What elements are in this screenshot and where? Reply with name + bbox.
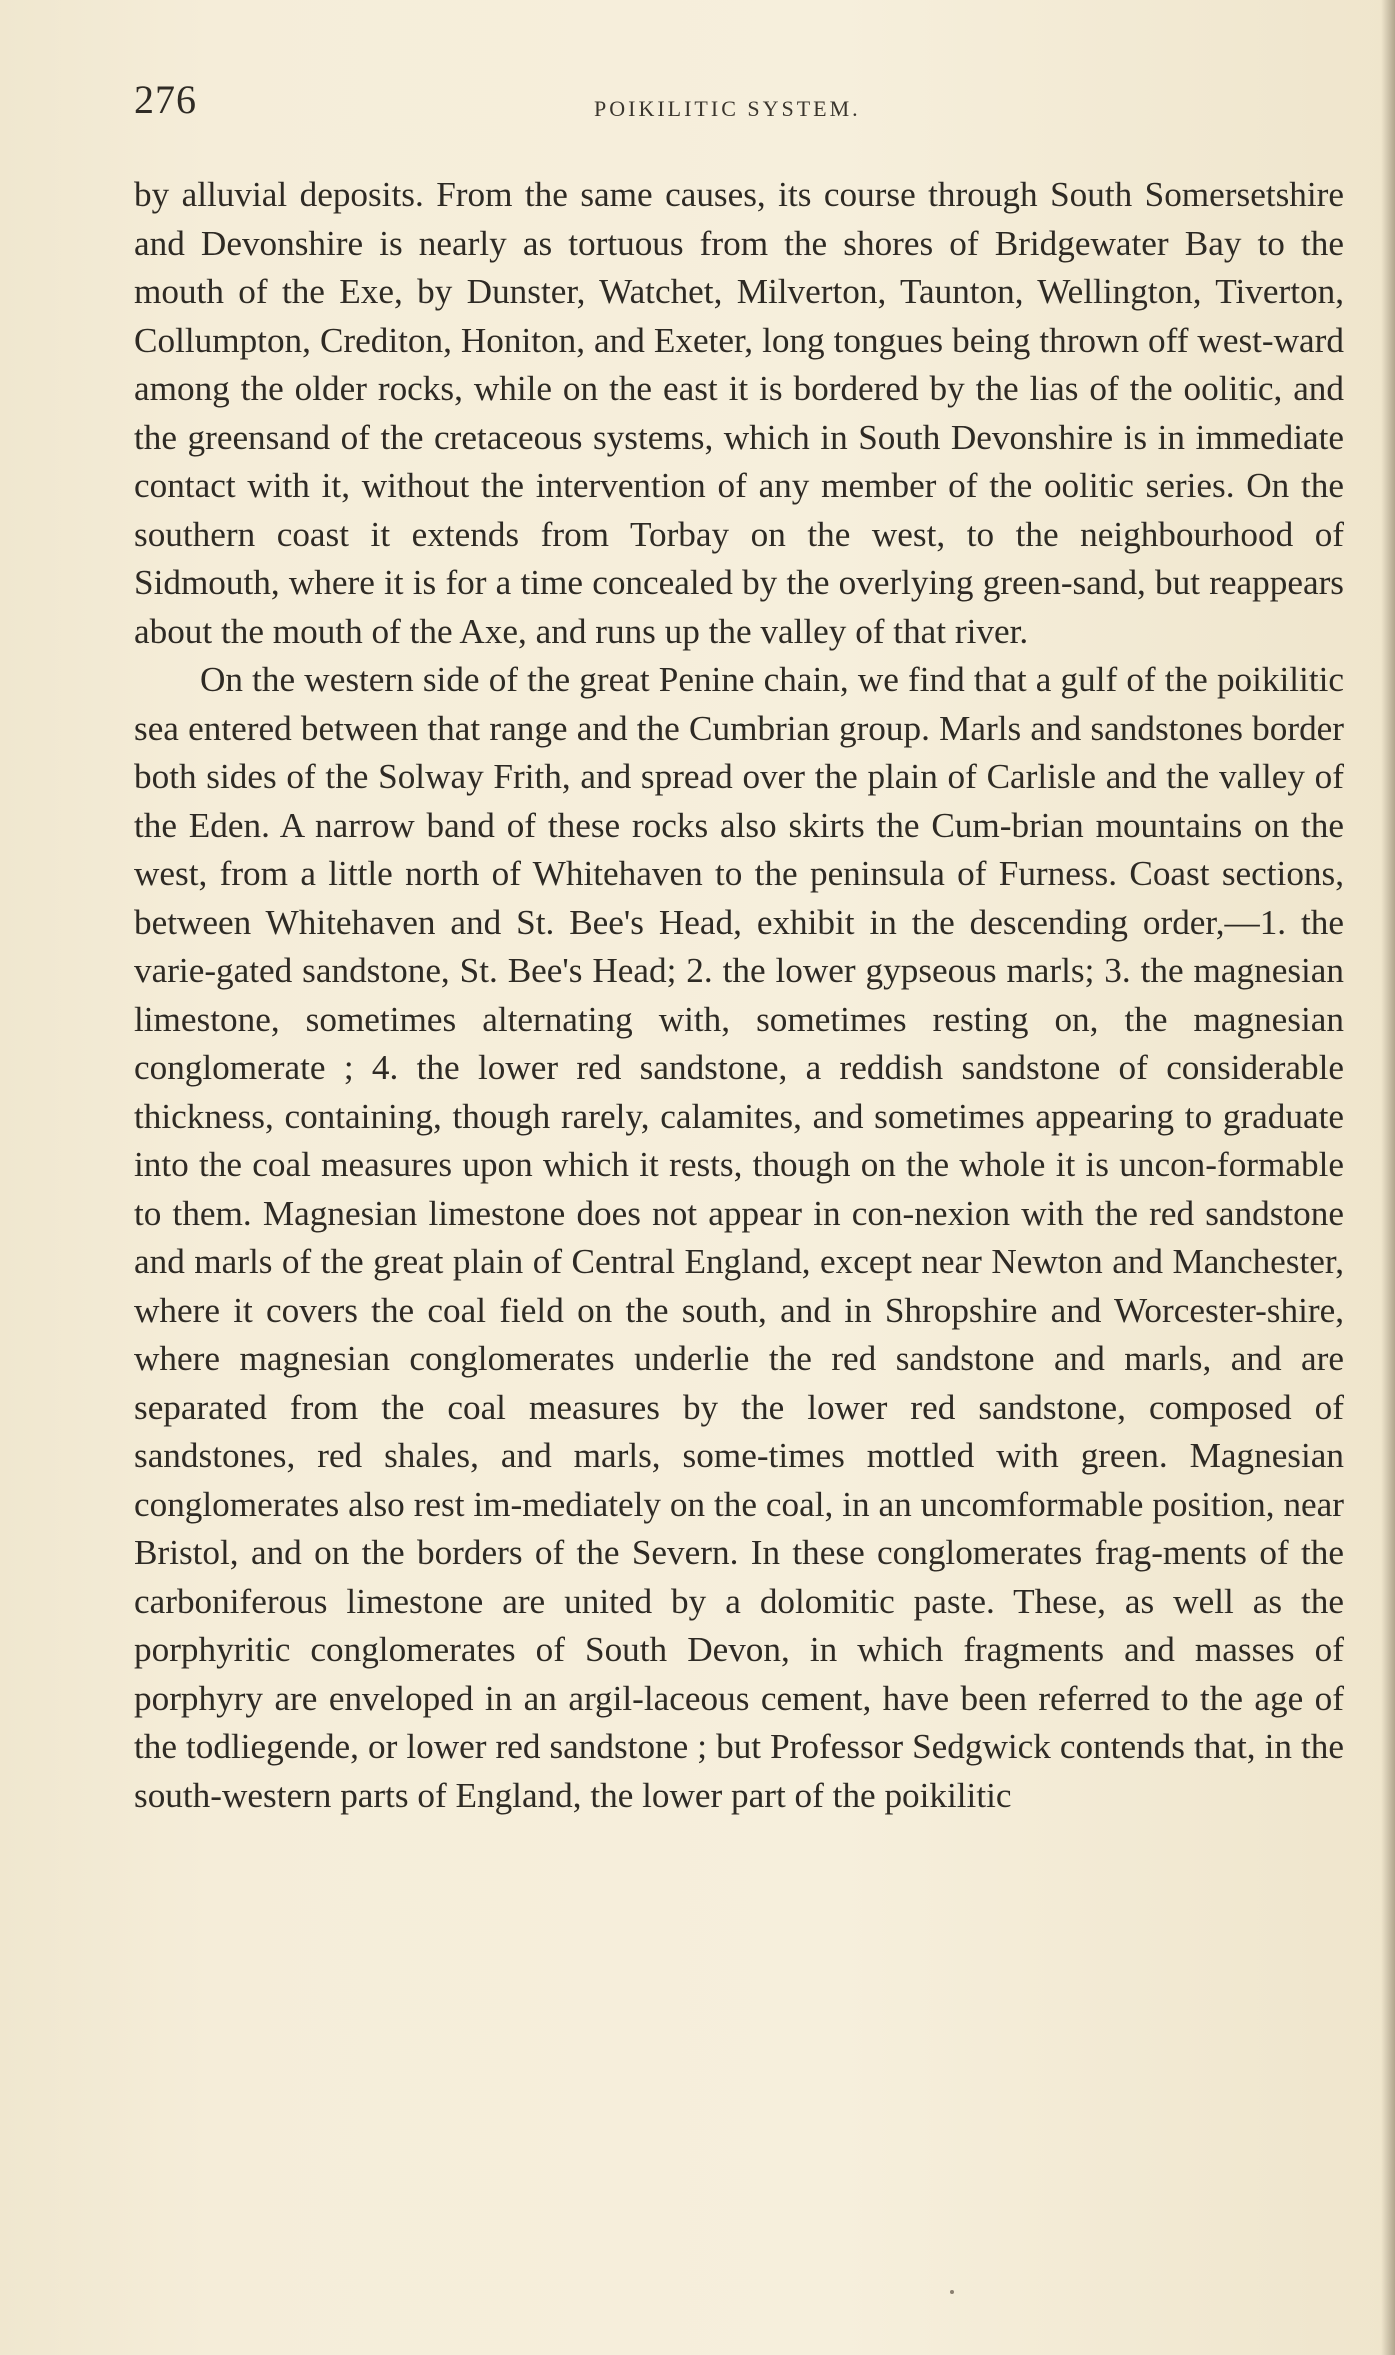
paragraph-1: by alluvial deposits. From the same causes, its course through South Somersetshire and Devonshire is nearly as tortuous from the shores of Bridgewater Bay to the mouth of the Exe, by Dunster, Watchet, Milverton, Taunton, Wellington, Tiverton, Collumpton, Crediton, Honiton, and Exeter, long tongues being thrown off west-ward among the older rocks, while on the east it is bordered by the lias of the oolitic, and the greensand of the cretaceous systems, which in South Devonshire is in immediate contact with it, without the intervention of any member of the oolitic series. On the southern coast it extends from Torbay on the west, to the neighbourhood of Sidmouth, where it is for a time concealed by the overlying green-sand, but reappears about the mouth of the Axe, and runs up the valley of that river. [134, 175, 1344, 651]
body-text [134, 171, 1344, 1820]
paper-speck [950, 2290, 954, 2294]
running-head [134, 76, 1344, 136]
page-edge-shadow [1381, 0, 1395, 2355]
page-number: 276 [134, 77, 197, 122]
paragraph-2: On the western side of the great Penine chain, we find that a gulf of the poikilitic sea entered between that range and the Cumbrian group. Marls and sandstones border both sides of the Solway Frith, and spread over the plain of Carlisle and the valley of the Eden. A narrow band of these rocks also skirts the Cum-brian mountains on the west, from a little north of Whitehaven to the peninsula of Furness. Coast sections, between Whitehaven and St. Bee's Head, exhibit in the descending order,—1. the varie-gated sandstone, St. Bee's Head; 2. the lower gypseous marls; 3. the magnesian limestone, sometimes alternating with, sometimes resting on, the magnesian conglomerate ; 4. the lower red sandstone, a reddish sandstone of considerable thickness, containing, though rarely, calamites, and sometimes appearing to graduate into the coal measures upon which it rests, though on the whole it is uncon-formable to them. Magnesian limestone does not appear in con-nexion with the red sandstone and marls of the great plain of Central England, except near Newton and Manchester, where it covers the coal field on the south, and in Shropshire and Worcester-shire, where magnesian conglomerates underlie the red sandstone and marls, and are separated from the coal measures by the lower red sandstone, composed of sandstones, red shales, and marls, some-times mottled with green. Magnesian conglomerates also rest im-mediately on the coal, in an uncomformable position, near Bristol, and on the borders of the Severn. In these conglomerates frag-ments of the carboniferous limestone are united by a dolomitic paste. These, as well as the porphyritic conglomerates of South Devon, in which fragments and masses of porphyry are enveloped in an argil-laceous cement, have been referred to the age of the todliegende, or lower red sandstone ; but Professor Sedgwick contends that, in the south-western parts of England, the lower part of the poikilitic [134, 660, 1344, 1815]
running-title: POIKILITIC SYSTEM. [594, 96, 861, 121]
